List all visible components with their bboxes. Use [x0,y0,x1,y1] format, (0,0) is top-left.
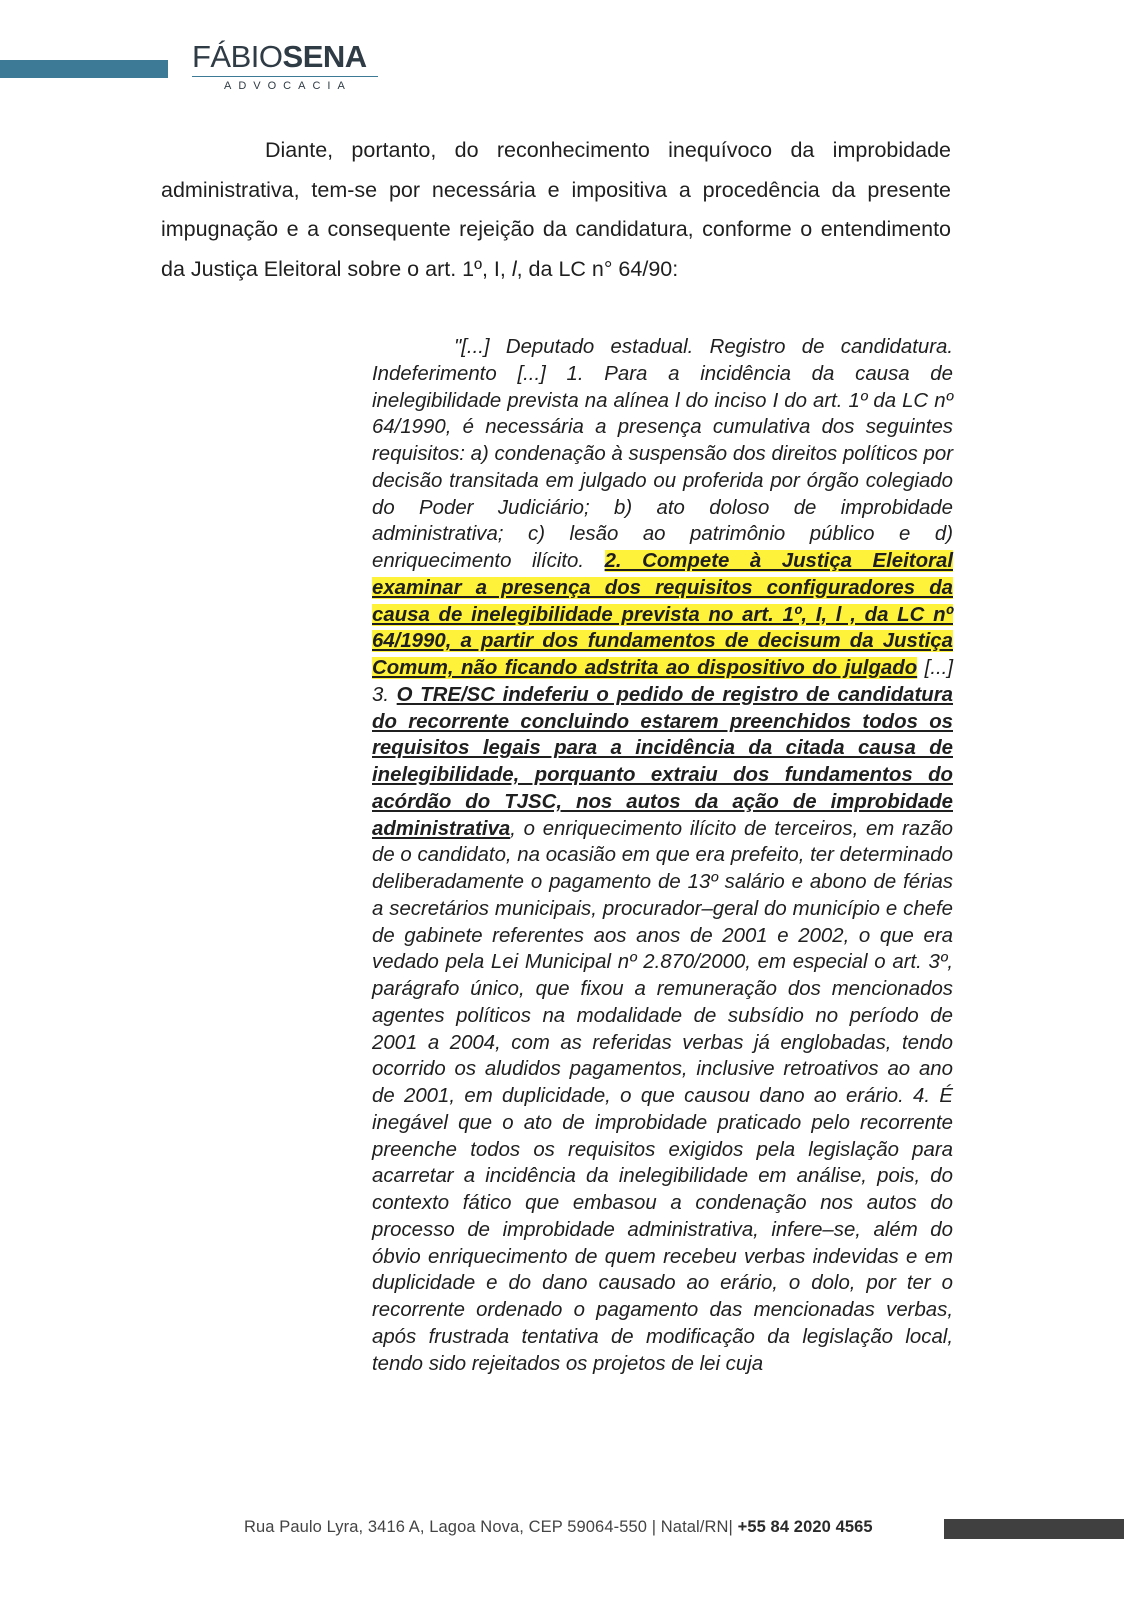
logo-divider [192,76,378,77]
firm-logo [192,40,382,92]
quote-text-1: "[...] Deputado estadual. Registro de candidatura. Indeferimento [...] 1. Para a incidência da causa de inelegibilidade prevista na alínea l do inciso I do art. 1º da LC nº 64/1990, é necessária a presença cumulativa dos seguintes requisitos: a) condenação à suspensão dos direitos políticos por decisão transitada em julgado ou proferida por órgão colegiado do Poder Judiciário; b) ato doloso de improbidade administrativa; c) lesão ao patrimônio público e d) enriquecimento ilícito. [372,336,953,572]
footer-contact [244,1518,873,1537]
quote-emphasized-passage: O TRE/SC indeferiu o pedido de registro de candidatura do recorrente concluindo estarem preenchidos todos os requisitos legais para a incidência da citada causa de inelegibilidade, porquanto extraiu dos fundamentos do acórdão do TJSC, nos autos da ação de improbidade administrativa [372,683,954,840]
header-accent-bar [0,60,168,78]
intro-text-2: , da LC n° 64/90: [516,256,679,281]
quote-highlighted-passage: 2. Compete à Justiça Eleitoral examinar a presença dos requisitos configuradores da causa de inelegibilidade prevista no art. 1º, I, l , da LC nº 64/1990, a partir dos fundamentos de decisum da Justiça Comum, não ficando adstrita ao dispositivo do julgado [372,550,953,679]
footer-address: Rua Paulo Lyra, 3416 A, Lagoa Nova, CEP 59064-550 | Natal/RN| [244,1518,738,1536]
footer-phone: +55 84 2020 4565 [737,1518,873,1536]
quote-text-3: , o enriquecimento ilícito de terceiros, em razão de o candidato, na ocasião em que era prefeito, ter determinado deliberadamente o pagamento de 13º salário e abono de férias a secretários municipais, procurador–geral do município e chefe de gabinete referentes aos anos de 2001 e 2002, o que era vedado pela Lei Municipal nº 2.870/2000, em especial o art. 3º, parágrafo único, que fixou a remuneração dos mencionados agentes políticos na modalidade de subsídio no período de 2001 a 2004, com as referidas verbas já englobadas, tendo ocorrido os aludidos pagamentos, inclusive retroativos ao ano de 2001, em duplicidade, o que causou dano ao erário. 4. É inegável que o ato de improbidade praticado pelo recorrente preenche todos os requisitos exigidos pela legislação para acarretar a incidência da inelegibilidade em análise, pois, do contexto fático que embasou a condenação nos autos do processo de improbidade administrativa, infere–se, além do óbvio enriquecimento de quem recebeu verbas indevidas e em duplicidade e do dano causado ao erário, o dolo, por ter o recorrente ordenado o pagamento das mencionadas verbas, após frustrada tentativa de modificação da legislação local, tendo sido rejeitados os projetos de lei cuja [372,817,953,1375]
intro-paragraph [161,131,951,289]
intro-letter-l: l [511,256,517,281]
quote-text-2: [...] 3. [372,657,953,706]
intro-text-1: Diante, portanto, do reconhecimento inequívoco da improbidade administrativa, tem-se por necessária e impositiva a procedência da presente impugnação e a consequente rejeição da candidatura, conforme o entendimento da Justiça Eleitoral sobre o art. 1º, I, [161,138,951,281]
page-footer [244,1515,1124,1543]
footer-accent-bar [944,1519,1124,1539]
logo-subtitle: ADVOCACIA [224,80,352,92]
logo-last-name: SENA [282,39,367,74]
logo-first-name: FÁBIO [192,39,283,74]
jurisprudence-quote [372,334,953,1377]
logo-wordmark [192,40,382,74]
